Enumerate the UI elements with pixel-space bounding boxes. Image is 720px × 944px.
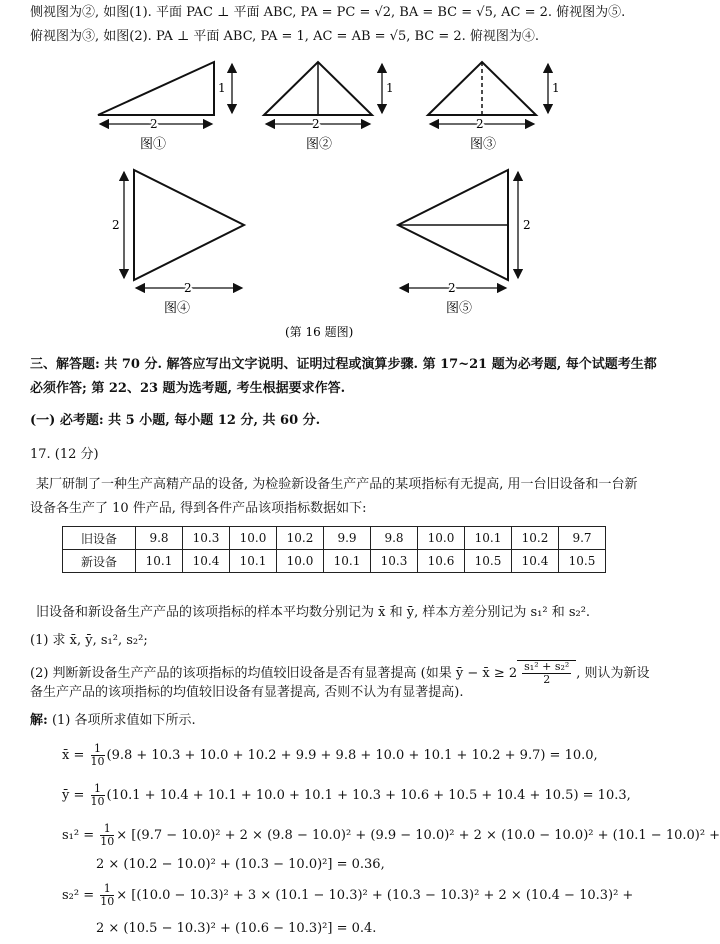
table-cell: 9.8 xyxy=(371,527,418,550)
table-cell: 10.1 xyxy=(324,550,371,573)
description-line: 旧设备和新设备生产产品的该项指标的样本平均数分别记为 x̄ 和 ȳ, 样本方差分别记为 s₁² 和 s₂². xyxy=(36,605,591,620)
table-cell: 10.5 xyxy=(559,550,606,573)
table-cell: 10.2 xyxy=(512,527,559,550)
table-cell: 10.1 xyxy=(230,550,277,573)
fig3-height-label: 1 xyxy=(552,81,560,95)
table-cell: 10.1 xyxy=(465,527,512,550)
question-2-text-b: , 则认为新设 xyxy=(576,666,650,681)
equation-variance-1 xyxy=(62,822,720,850)
eq-y-rhs: (10.1 + 10.4 + 10.1 + 10.0 + 10.1 + 10.3 + 10.6 + 10.5 + 10.4 + 10.5) = 10.3, xyxy=(106,788,631,803)
frac-denominator: 10 xyxy=(100,895,115,908)
fig4-height-label: 2 xyxy=(112,218,120,232)
fig4-caption: 图④ xyxy=(164,301,191,316)
table-cell: 9.7 xyxy=(559,527,606,550)
table-row xyxy=(63,550,606,573)
figure-1 xyxy=(98,62,232,152)
sqrt-expression xyxy=(517,660,576,686)
eq-x-lhs: x̄ = xyxy=(62,748,85,763)
eq-s1-lhs: s₁² = xyxy=(62,828,95,843)
table-cell: 9.9 xyxy=(324,527,371,550)
equation-variance-1-continued: 2 × (10.2 − 10.0)² + (10.3 − 10.0)²] = 0.36, xyxy=(96,857,385,872)
figure-4 xyxy=(112,170,244,316)
fig5-caption: 图⑤ xyxy=(446,301,473,316)
frac-numerator: 1 xyxy=(100,883,114,896)
row-label: 新设备 xyxy=(63,550,136,573)
table-cell: 10.0 xyxy=(230,527,277,550)
figure-5 xyxy=(398,170,531,316)
sqrt-numerator: s₁² + s₂² xyxy=(524,660,570,673)
frac-numerator: 1 xyxy=(91,783,105,796)
solution-intro: (1) 各项所求值如下所示. xyxy=(51,713,196,728)
table-cell: 10.3 xyxy=(371,550,418,573)
question-2-text-a: (2) 判断新设备生产产品的该项指标的均值较旧设备是否有显著提高 (如果 ȳ − x̄ ≥ 2 xyxy=(30,666,518,681)
row-label: 旧设备 xyxy=(63,527,136,550)
fig5-height-label: 2 xyxy=(523,218,531,232)
figure-2 xyxy=(264,62,394,152)
intro-line-1: 侧视图为②, 如图(1). 平面 PAC ⊥ 平面 ABC, PA = PC = √2, BA = BC = √5, AC = 2. 俯视图为⑤. xyxy=(30,5,626,20)
frac-denominator: 10 xyxy=(90,795,105,808)
solution-label: 解: xyxy=(30,713,48,728)
question-2-line-2: 备生产产品的该项指标的均值较旧设备有显著提高, 否则不认为有显著提高). xyxy=(30,685,464,700)
frac-numerator: 1 xyxy=(91,743,105,756)
eq-s2-lhs: s₂² = xyxy=(62,888,95,903)
question-2-line-1 xyxy=(30,660,650,686)
fig2-caption: 图② xyxy=(306,137,333,152)
solution-intro-line xyxy=(30,712,196,730)
eq-s1-rhs: × [(9.7 − 10.0)² + 2 × (9.8 − 10.0)² + (9.9 − 10.0)² + 2 × (10.0 − 10.0)² + (10.1 − 10.0)² + xyxy=(116,828,720,843)
section-sub-heading: (一) 必考题: 共 5 小题, 每小题 12 分, 共 60 分. xyxy=(30,413,321,428)
intro-line-2: 俯视图为③, 如图(2). PA ⊥ 平面 ABC, PA = 1, AC = AB = √5, BC = 2. 俯视图为④. xyxy=(30,29,540,44)
section-heading-line-1: 三、解答题: 共 70 分. 解答应写出文字说明、证明过程或演算步骤. 第 17~21 题为必考题, 每个试题考生都 xyxy=(30,357,657,372)
table-cell: 10.3 xyxy=(183,527,230,550)
table-cell: 9.8 xyxy=(136,527,183,550)
section-heading-line-2: 必须作答; 第 22、23 题为选考题, 考生根据要求作答. xyxy=(30,381,346,396)
frac-denominator: 10 xyxy=(90,755,105,768)
frac-numerator: 1 xyxy=(100,823,114,836)
table-cell: 10.4 xyxy=(512,550,559,573)
question-1: (1) 求 x̄, ȳ, s₁², s₂²; xyxy=(30,633,148,648)
problem-stem-line-2: 设备各生产了 10 件产品, 得到各件产品该项指标数据如下: xyxy=(30,501,367,516)
frac-denominator: 10 xyxy=(100,835,115,848)
data-table xyxy=(62,526,606,573)
eq-s2-rhs: × [(10.0 − 10.3)² + 3 × (10.1 − 10.3)² + (10.3 − 10.3)² + 2 × (10.4 − 10.3)² + xyxy=(116,888,634,903)
table-cell: 10.0 xyxy=(418,527,465,550)
fig1-height-label: 1 xyxy=(218,81,226,95)
eq-y-lhs: ȳ = xyxy=(62,788,85,803)
table-cell: 10.5 xyxy=(465,550,512,573)
fig3-caption: 图③ xyxy=(470,137,497,152)
equation-mean-x xyxy=(62,742,598,770)
figure-group-caption: (第 16 题图) xyxy=(285,325,354,339)
table-cell: 10.4 xyxy=(183,550,230,573)
fig5-width-label: 2 xyxy=(448,281,456,295)
fig1-caption: 图① xyxy=(140,137,167,152)
table-cell: 10.6 xyxy=(418,550,465,573)
problem-stem-line-1: 某厂研制了一种生产高精产品的设备, 为检验新设备生产产品的某项指标有无提高, 用一台旧设备和一台新 xyxy=(36,477,638,492)
equation-variance-2 xyxy=(62,882,633,910)
fig3-width-label: 2 xyxy=(476,117,484,131)
table-cell: 10.1 xyxy=(136,550,183,573)
sqrt-denominator: 2 xyxy=(543,673,551,686)
eq-x-rhs: (9.8 + 10.3 + 10.0 + 10.2 + 9.9 + 9.8 + 10.0 + 10.1 + 10.2 + 9.7) = 10.0, xyxy=(106,748,598,763)
fig2-height-label: 1 xyxy=(386,81,394,95)
fig1-width-label: 2 xyxy=(150,117,158,131)
equation-mean-y xyxy=(62,782,631,810)
problem-number: 17. (12 分) xyxy=(30,447,99,462)
table-cell: 10.0 xyxy=(277,550,324,573)
figure-3 xyxy=(428,62,560,152)
table-cell: 10.2 xyxy=(277,527,324,550)
fig2-width-label: 2 xyxy=(312,117,320,131)
table-row xyxy=(63,527,606,550)
fig4-width-label: 2 xyxy=(184,281,192,295)
equation-variance-2-continued: 2 × (10.5 − 10.3)² + (10.6 − 10.3)²] = 0.4. xyxy=(96,921,377,936)
three-view-figures xyxy=(0,50,650,350)
